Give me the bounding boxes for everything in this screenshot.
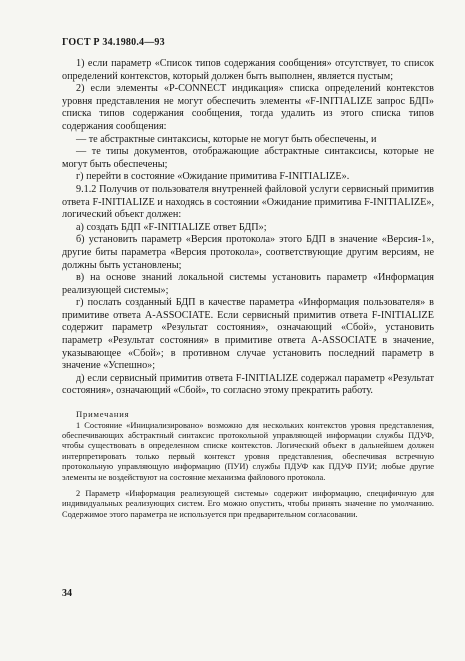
note-2: 2 Параметр «Информация реализующей системы» содержит информацию, специфичную для индивидуальных реализующих систем. Его можно опустить, чтобы принять значение по умолчанию. Содержимое этого параметра не используется при предварительном согласовании. <box>62 489 434 519</box>
paragraph-11: д) если сервисный примитив ответа F-INITIALIZE содержал параметр «Результат состояния», означающий «Сбой», то согласно этому прекратить работу. <box>62 372 434 397</box>
paragraph-3: — те абстрактные синтаксисы, которые не могут быть обеспечены, и <box>76 133 377 145</box>
paragraph-7: а) создать БДП «F-INITIALIZE ответ БДП»; <box>76 221 267 233</box>
paragraph-2: 2) если элементы «P-CONNECT индикация» списка определений контекстов уровня представления не могут обеспечить элементы «F-INITIALIZE запрос БДП» списка типов содержания сообщения, тогда удалить из этого списка типов содержания сообщения: <box>62 83 434 132</box>
document-body <box>62 58 434 520</box>
paragraph-8: б) установить параметр «Версия протокола» этого БДП в значение «Версия-1», другие биты параметра «Версия протокола», соответствующие другим версиям, не должны быть установлены; <box>62 234 434 271</box>
paragraph-4: — те типы документов, отображающие абстрактные синтаксисы, которые не могут быть обеспечены; <box>62 146 434 170</box>
page-number: 34 <box>62 588 72 599</box>
paragraph-5: г) перейти в состояние «Ожидание примитива F-INITIALIZE». <box>76 171 350 183</box>
paragraph-10: г) послать созданный БДП в качестве параметра «Информация пользователя» в примитиве ответа A-ASSOCIATE. Если сервисный примитив ответа F-INITIALIZE содержит параметр «Результат состояния», означающий «Сбой», установить параметр «Результат состояния» в примитиве ответа A-ASSOCIATE в значение, указывающее «Сбой»; в противном случае установить последний параметр в значение «Успешно»; <box>62 297 434 372</box>
notes-title: Примечания <box>76 409 130 420</box>
paragraph-9: в) на основе знаний локальной системы установить параметр «Информация реализующей системы»; <box>62 272 434 296</box>
note-1: 1 Состояние «Инициализировано» возможно для нескольких контекстов уровня представления, обеспечивающих абстрактный синтаксис протокольной управляющей информации службы ПДУФ, чтобы существовать в определенном списке контекстов. Логический объект в дальнейшем должен интерпретировать только первый контекст уровня представления, обеспечивая встречную протокольную управляющую информацию (ПУИ) службы ПДУФ как ПДУФ ПУИ; любые другие элементы не воздействуют на состояние механизма файлового протокола. <box>62 420 434 482</box>
paragraph-6: 9.1.2 Получив от пользователя внутренней файловой услуги сервисный примитив ответа F-INITIALIZE и находясь в состоянии «Ожидание примитива F-INITIALIZE», логический объект должен: <box>62 183 434 221</box>
paragraph-1: 1) если параметр «Список типов содержания сообщения» отсутствует, то список определений контекстов, который должен быть выполнен, является пустым; <box>62 58 434 82</box>
page-header: ГОСТ Р 34.1980.4—93 <box>62 37 165 48</box>
